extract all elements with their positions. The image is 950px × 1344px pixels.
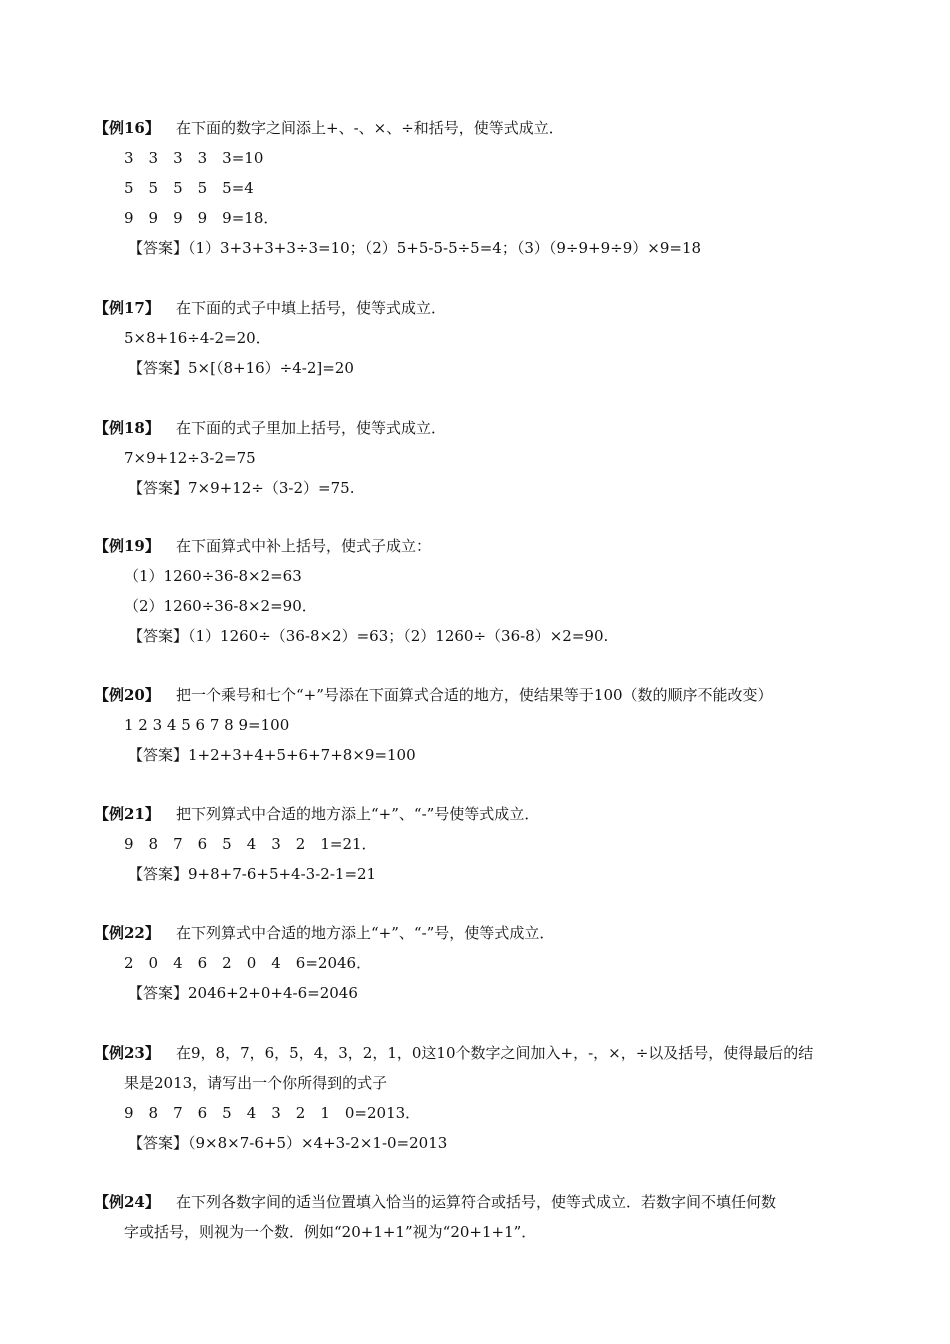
answer-line: 【答案】5×[（8+16）÷4-2]=20 [128, 359, 354, 377]
example-title [94, 923, 874, 943]
question-continuation: 字或括号，则视为一个数．例如“20+1+1”视为“20+1+1”． [124, 1223, 537, 1241]
example-question: 在下面的式子中填上括号，使等式成立． [176, 299, 447, 317]
equation-line: 2 0 4 6 2 0 4 6=2046． [124, 954, 372, 972]
example-tag: 【例19】 [94, 537, 160, 555]
example-tag: 【例24】 [94, 1193, 160, 1211]
example-title [94, 536, 874, 556]
example-tag: 【例22】 [94, 924, 160, 942]
example-question: 把下列算式中合适的地方添上“+”、“-”号使等式成立． [176, 805, 540, 823]
example-tag: 【例21】 [94, 805, 160, 823]
answer-line: 【答案】9+8+7-6+5+4-3-2-1=21 [128, 865, 377, 883]
example-title [94, 685, 874, 705]
example-question: 把一个乘号和七个“+”号添在下面算式合适的地方，使结果等于100（数的顺序不能改变） [176, 686, 773, 704]
answer-line: 【答案】7×9+12÷（3-2）=75. [128, 479, 355, 497]
equation-line: 9 8 7 6 5 4 3 2 1 0=2013． [124, 1104, 421, 1122]
example-tag: 【例17】 [94, 299, 160, 317]
equation-line: 5×8+16÷4-2=20． [124, 329, 271, 347]
equation-line: 9 9 9 9 9=18． [124, 209, 279, 227]
example-22 [94, 923, 874, 1003]
example-title [94, 1192, 874, 1212]
equation-line: 7×9+12÷3-2=75 [124, 449, 256, 467]
example-20 [94, 685, 874, 765]
example-23 [94, 1043, 874, 1153]
equation-line: （1）1260÷36-8×2=63 [124, 567, 302, 585]
answer-line: 【答案】（1）1260÷（36-8×2）=63；（2）1260÷（36-8）×2=90. [128, 627, 609, 645]
answer-line: 【答案】2046+2+0+4-6=2046 [128, 984, 358, 1002]
answer-line: 【答案】（9×8×7-6+5）×4+3-2×1-0=2013 [128, 1134, 448, 1152]
example-title [94, 418, 874, 438]
example-question: 在下面的式子里加上括号，使等式成立． [176, 419, 447, 437]
question-continuation: 果是2013，请写出一个你所得到的式子 [124, 1074, 388, 1092]
example-title [94, 804, 874, 824]
answer-line: 【答案】（1）3+3+3+3÷3=10；（2）5+5-5-5÷5=4；（3）（9÷9+9÷9）×9=18 [128, 239, 702, 257]
example-16 [94, 118, 874, 258]
example-title [94, 118, 874, 138]
example-question: 在下列算式中合适的地方添上“+”、“-”号，使等式成立． [176, 924, 555, 942]
example-tag: 【例18】 [94, 419, 160, 437]
example-tag: 【例16】 [94, 119, 160, 137]
equation-line: 1 2 3 4 5 6 7 8 9=100 [124, 716, 290, 734]
example-question: 在9，8，7，6，5，4，3，2，1，0这10个数字之间加入+，-，×，÷以及括号，使得最后的结 [176, 1044, 814, 1062]
answer-line: 【答案】1+2+3+4+5+6+7+8×9=100 [128, 746, 416, 764]
example-question: 在下列各数字间的适当位置填入恰当的运算符合或括号，使等式成立．若数字间不填任何数 [176, 1193, 777, 1211]
example-tag: 【例20】 [94, 686, 160, 704]
example-19 [94, 536, 874, 646]
equation-line: 5 5 5 5 5=4 [124, 179, 254, 197]
equation-line: 3 3 3 3 3=10 [124, 149, 264, 167]
example-tag: 【例23】 [94, 1044, 160, 1062]
example-24 [94, 1192, 874, 1242]
example-title [94, 298, 874, 318]
example-question: 在下面算式中补上括号，使式子成立： [176, 537, 432, 555]
equation-line: （2）1260÷36-8×2=90． [124, 597, 317, 615]
example-21 [94, 804, 874, 884]
example-18 [94, 418, 874, 498]
equation-line: 9 8 7 6 5 4 3 2 1=21． [124, 835, 377, 853]
example-question: 在下面的数字之间添上+、-、×、÷和括号，使等式成立． [176, 119, 564, 137]
example-title [94, 1043, 874, 1063]
example-17 [94, 298, 874, 378]
